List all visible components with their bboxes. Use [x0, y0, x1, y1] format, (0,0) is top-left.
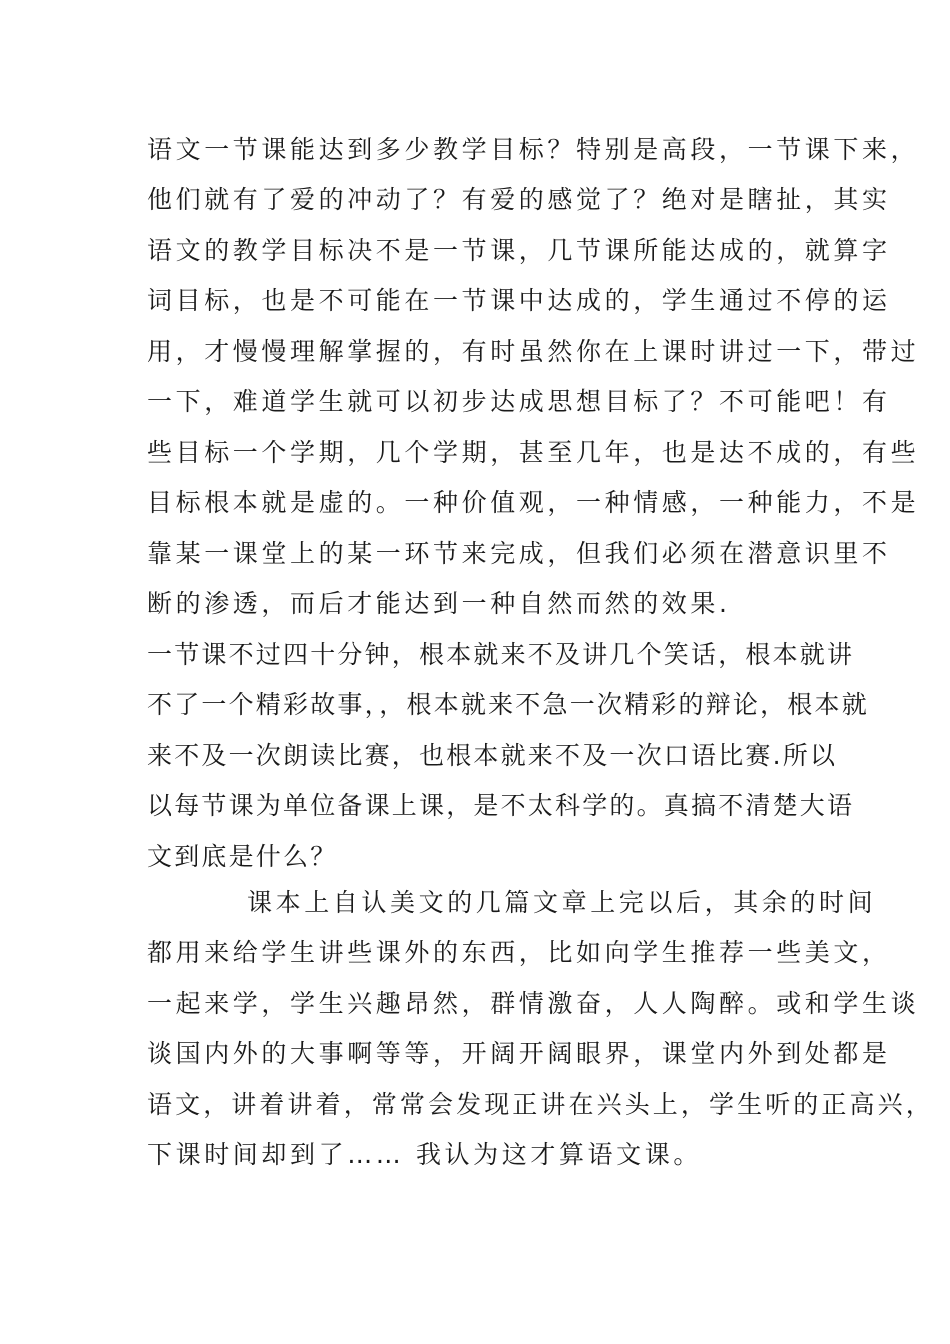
text-line: 用，才慢慢理解掌握的，有时虽然你在上课时讲过一下，带过: [147, 337, 920, 366]
text-line: 一下，难道学生就可以初步达成思想目标了？不可能吧！有: [147, 387, 891, 416]
text-line: 文到底是什么？: [147, 842, 338, 871]
text-line: 谈国内外的大事啊等等，开阔开阔眼界，课堂内外到处都是: [147, 1039, 891, 1068]
text-line: 来不及一次朗读比赛，也根本就来不及一次口语比赛.所以: [147, 741, 838, 770]
text-line: 语文，讲着讲着，常常会发现正讲在兴头上，学生听的正高兴，: [147, 1090, 934, 1119]
text-line: 语文的教学目标决不是一节课，几节课所能达成的，就算字: [147, 236, 891, 265]
text-line: 靠某一课堂上的某一环节来完成，但我们必须在潜意识里不: [147, 539, 891, 568]
text-line: 语文一节课能达到多少教学目标？特别是高段，一节课下来，: [147, 135, 920, 164]
text-line: 词目标，也是不可能在一节课中达成的，学生通过不停的运: [147, 286, 891, 315]
text-line: 一节课不过四十分钟，根本就来不及讲几个笑话，根本就讲: [147, 640, 855, 669]
text-line: 目标根本就是虚的。一种价值观，一种情感，一种能力，不是: [147, 488, 920, 517]
text-line: 课本上自认美文的几篇文章上完以后，其余的时间: [247, 888, 877, 917]
text-line: 一起来学，学生兴趣昂然，群情激奋，人人陶醉。或和学生谈: [147, 989, 920, 1018]
text-line: 些目标一个学期，几个学期，甚至几年，也是达不成的，有些: [147, 438, 920, 467]
text-line: 以每节课为单位备课上课，是不太科学的。真搞不清楚大语: [147, 791, 855, 820]
text-line: 他们就有了爱的冲动了？有爱的感觉了？绝对是瞎扯，其实: [147, 185, 891, 214]
text-line: 都用来给学生讲些课外的东西，比如向学生推荐一些美文，: [147, 938, 891, 967]
text-line: 断的渗透，而后才能达到一种自然而然的效果.: [147, 589, 731, 618]
text-line: 不了一个精彩故事，，根本就来不急一次精彩的辩论，根本就: [147, 690, 869, 719]
text-line: 下课时间却到了…… 我认为这才算语文课。: [147, 1140, 702, 1169]
